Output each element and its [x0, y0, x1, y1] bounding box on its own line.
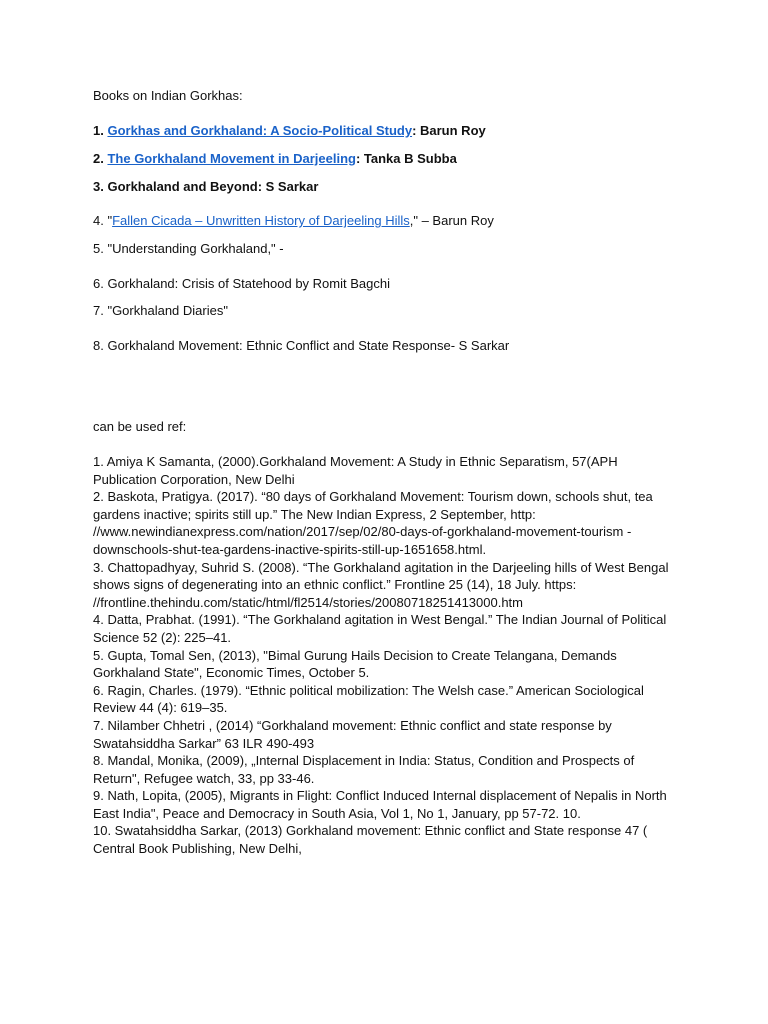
reference-item: 5. Gupta, Tomal Sen, (2013), "Bimal Gurung Hails Decision to Create Telangana, Demands Gorkhaland State", Economic Times, October 5.	[93, 647, 617, 681]
reference-item: 6. Ragin, Charles. (1979). “Ethnic political mobilization: The Welsh case.” American Sociological Review 44 (4): 619–35.	[93, 682, 644, 716]
reference-list	[93, 453, 683, 858]
book-item-8: 8. Gorkhaland Movement: Ethnic Conflict and State Response- S Sarkar	[93, 338, 510, 353]
book-item-7: 7. "Gorkhaland Diaries"	[93, 303, 228, 318]
book-number: 1.	[93, 123, 108, 138]
reference-item: 3. Chattopadhyay, Suhrid S. (2008). “The Gorkhaland agitation in the Darjeeling hills of West Bengal shows signs of degenerating into an ethnic conflict.” Frontline 25 (14), 18 July. https: //frontline.thehindu.com/static/html/fl2514/stories/20080718251413000.htm	[93, 559, 669, 610]
book-link-gorkhaland-movement-darjeeling[interactable]: The Gorkhaland Movement in Darjeeling	[107, 151, 356, 166]
reference-item: 8. Mandal, Monika, (2009), „Internal Displacement in India: Status, Condition and Prospects of Return", Refugee watch, 33, pp 33-46.	[93, 753, 635, 786]
reference-item: 7. Nilamber Chhetri , (2014) “Gorkhaland movement: Ethnic conflict and state response by Swatahsiddha Sarkar” 63 ILR 490-493	[93, 717, 612, 751]
book-item-4	[93, 212, 494, 229]
book-link-fallen-cicada[interactable]: Fallen Cicada – Unwritten History of Darjeeling Hills	[112, 213, 410, 228]
book-item-1	[93, 122, 486, 139]
references-heading: can be used ref:	[93, 419, 187, 434]
book-prefix: 4. "	[93, 213, 113, 228]
book-author: : Barun Roy	[412, 123, 486, 138]
reference-item: 4. Datta, Prabhat. (1991). “The Gorkhaland agitation in West Bengal.” The Indian Journal of Political Science 52 (2): 225–41.	[93, 612, 667, 645]
book-number: 2.	[93, 151, 108, 166]
book-item-6: 6. Gorkhaland: Crisis of Statehood by Romit Bagchi	[93, 276, 390, 291]
reference-item: 2. Baskota, Pratigya. (2017). “80 days of Gorkhaland Movement: Tourism down, schools shut, tea gardens inactive; spirits still up.” The New Indian Express, 2 September, http: //www.newindianexpress.com/nation/2017/sep/02/80-days-of-gorkhaland-movement-tourism -downschools-shut-tea-gardens-inactive-spirits-still-up-1651658.html.	[93, 489, 653, 557]
reference-item: 9. Nath, Lopita, (2005), Migrants in Flight: Conflict Induced Internal displacement of Nepalis in North East India", Peace and Democracy in South Asia, Vol 1, No 1, January, pp 57-72. 10.	[93, 788, 667, 821]
reference-item: 10. Swatahsiddha Sarkar, (2013) Gorkhaland movement: Ethnic conflict and State response 47 ( Central Book Publishing, New Delhi,	[93, 823, 648, 857]
book-author: : Tanka B Subba	[355, 151, 457, 166]
book-link-gorkhas-and-gorkhaland[interactable]: Gorkhas and Gorkhaland: A Socio-Political Study	[107, 123, 413, 138]
page-heading: Books on Indian Gorkhas:	[93, 88, 243, 103]
book-item-5: 5. "Understanding Gorkhaland," -	[93, 241, 284, 256]
book-item-3: 3. Gorkhaland and Beyond: S Sarkar	[93, 179, 319, 194]
book-author: ," – Barun Roy	[409, 213, 494, 228]
book-item-2	[93, 150, 457, 167]
reference-item: 1. Amiya K Samanta, (2000).Gorkhaland Movement: A Study in Ethnic Separatism, 57(APH Publication Corporation, New Delhi	[93, 454, 618, 487]
